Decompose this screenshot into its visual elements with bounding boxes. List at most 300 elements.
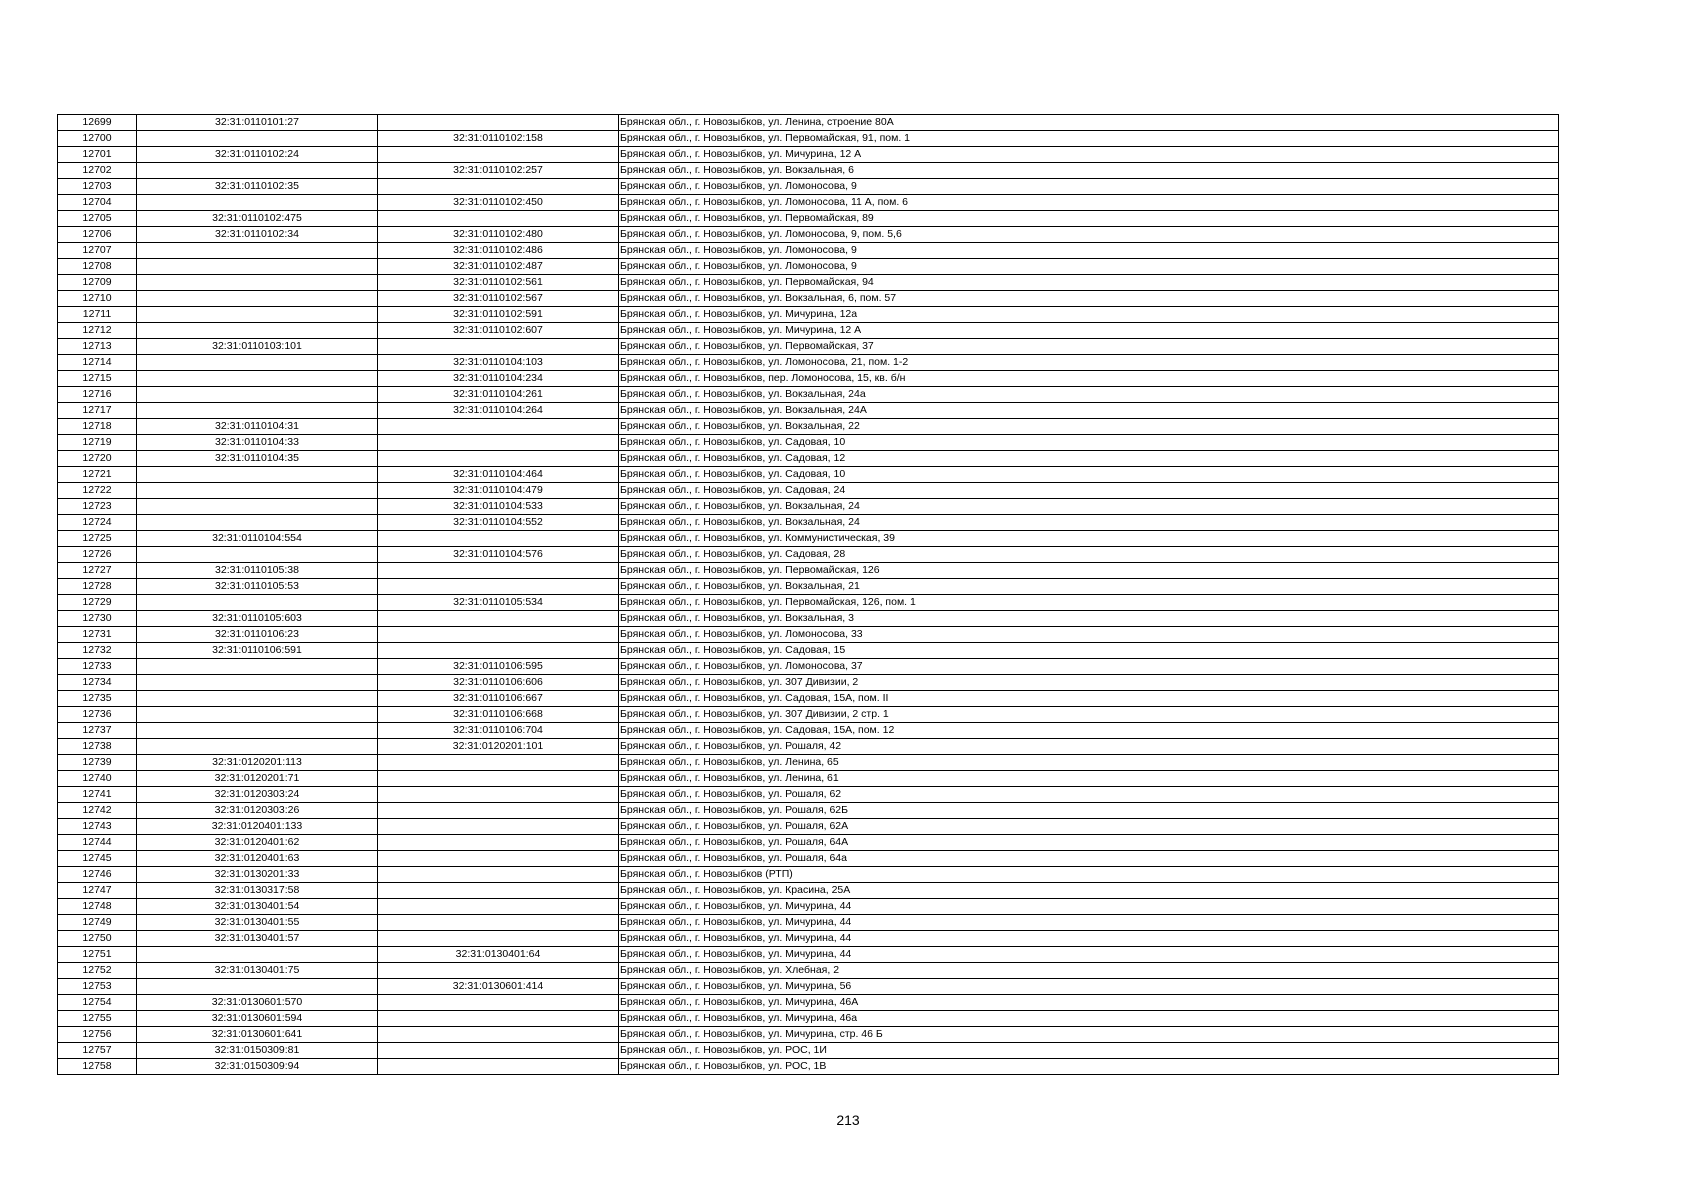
address-cell: Брянская обл., г. Новозыбков, ул. Первомайская, 126, пом. 1 <box>619 595 1559 611</box>
address-cell: Брянская обл., г. Новозыбков, ул. Ленина, 61 <box>619 771 1559 787</box>
address-cell: Брянская обл., г. Новозыбков, ул. Мичурина, 46а <box>619 1011 1559 1027</box>
table-row <box>58 115 1559 131</box>
cadastral-number-cell: 32:31:0150309:81 <box>137 1043 378 1059</box>
cadastral-number-cell <box>137 163 378 179</box>
address-cell: Брянская обл., г. Новозыбков, ул. Ломоносова, 37 <box>619 659 1559 675</box>
row-number-cell: 12725 <box>58 531 137 547</box>
premises-cadastral-number-cell: 32:31:0110106:704 <box>378 723 619 739</box>
cadastral-number-cell <box>137 371 378 387</box>
registry-table <box>57 114 1559 1075</box>
row-number-cell: 12708 <box>58 259 137 275</box>
table-row <box>58 371 1559 387</box>
table-row <box>58 195 1559 211</box>
row-number-cell: 12719 <box>58 435 137 451</box>
premises-cadastral-number-cell <box>378 211 619 227</box>
premises-cadastral-number-cell <box>378 819 619 835</box>
cadastral-number-cell <box>137 979 378 995</box>
table-row <box>58 163 1559 179</box>
row-number-cell: 12739 <box>58 755 137 771</box>
premises-cadastral-number-cell: 32:31:0110102:257 <box>378 163 619 179</box>
row-number-cell: 12714 <box>58 355 137 371</box>
premises-cadastral-number-cell: 32:31:0110102:158 <box>378 131 619 147</box>
row-number-cell: 12709 <box>58 275 137 291</box>
premises-cadastral-number-cell <box>378 531 619 547</box>
premises-cadastral-number-cell <box>378 755 619 771</box>
address-cell: Брянская обл., г. Новозыбков (РТП) <box>619 867 1559 883</box>
cadastral-number-cell <box>137 659 378 675</box>
address-cell: Брянская обл., г. Новозыбков, ул. Мичурина, 44 <box>619 915 1559 931</box>
premises-cadastral-number-cell <box>378 1059 619 1075</box>
premises-cadastral-number-cell: 32:31:0110104:576 <box>378 547 619 563</box>
cadastral-number-cell: 32:31:0130401:55 <box>137 915 378 931</box>
table-row <box>58 355 1559 371</box>
premises-cadastral-number-cell: 32:31:0110104:264 <box>378 403 619 419</box>
address-cell: Брянская обл., г. Новозыбков, ул. Мичурина, 44 <box>619 947 1559 963</box>
row-number-cell: 12718 <box>58 419 137 435</box>
table-row <box>58 1043 1559 1059</box>
cadastral-number-cell: 32:31:0110102:35 <box>137 179 378 195</box>
address-cell: Брянская обл., г. Новозыбков, ул. Мичурина, 44 <box>619 931 1559 947</box>
page-number: 213 <box>836 1112 860 1128</box>
row-number-cell: 12705 <box>58 211 137 227</box>
row-number-cell: 12720 <box>58 451 137 467</box>
row-number-cell: 12700 <box>58 131 137 147</box>
cadastral-number-cell <box>137 259 378 275</box>
cadastral-number-cell: 32:31:0110104:33 <box>137 435 378 451</box>
address-cell: Брянская обл., г. Новозыбков, ул. Вокзальная, 24 <box>619 515 1559 531</box>
cadastral-number-cell <box>137 499 378 515</box>
cadastral-number-cell: 32:31:0110102:475 <box>137 211 378 227</box>
table-row <box>58 899 1559 915</box>
address-cell: Брянская обл., г. Новозыбков, ул. Рошаля, 64а <box>619 851 1559 867</box>
premises-cadastral-number-cell <box>378 579 619 595</box>
table-row <box>58 771 1559 787</box>
premises-cadastral-number-cell <box>378 1043 619 1059</box>
table-row <box>58 627 1559 643</box>
cadastral-number-cell: 32:31:0130601:570 <box>137 995 378 1011</box>
premises-cadastral-number-cell <box>378 147 619 163</box>
row-number-cell: 12713 <box>58 339 137 355</box>
row-number-cell: 12756 <box>58 1027 137 1043</box>
premises-cadastral-number-cell: 32:31:0110102:480 <box>378 227 619 243</box>
cadastral-number-cell <box>137 467 378 483</box>
premises-cadastral-number-cell: 32:31:0120201:101 <box>378 739 619 755</box>
row-number-cell: 12746 <box>58 867 137 883</box>
table-row <box>58 787 1559 803</box>
address-cell: Брянская обл., г. Новозыбков, ул. Рошаля, 62 <box>619 787 1559 803</box>
row-number-cell: 12710 <box>58 291 137 307</box>
address-cell: Брянская обл., г. Новозыбков, ул. Садовая, 12 <box>619 451 1559 467</box>
table-row <box>58 483 1559 499</box>
table-row <box>58 691 1559 707</box>
cadastral-number-cell <box>137 195 378 211</box>
cadastral-number-cell <box>137 291 378 307</box>
table-row <box>58 915 1559 931</box>
address-cell: Брянская обл., г. Новозыбков, ул. Ломоносова, 21, пом. 1-2 <box>619 355 1559 371</box>
table-row <box>58 979 1559 995</box>
row-number-cell: 12731 <box>58 627 137 643</box>
address-cell: Брянская обл., г. Новозыбков, ул. Рошаля, 62А <box>619 819 1559 835</box>
premises-cadastral-number-cell: 32:31:0110104:103 <box>378 355 619 371</box>
address-cell: Брянская обл., г. Новозыбков, ул. Рошаля, 64А <box>619 835 1559 851</box>
row-number-cell: 12743 <box>58 819 137 835</box>
address-cell: Брянская обл., г. Новозыбков, ул. Вокзальная, 24 <box>619 499 1559 515</box>
cadastral-number-cell: 32:31:0130201:33 <box>137 867 378 883</box>
table-row <box>58 179 1559 195</box>
premises-cadastral-number-cell <box>378 451 619 467</box>
row-number-cell: 12722 <box>58 483 137 499</box>
premises-cadastral-number-cell <box>378 627 619 643</box>
address-cell: Брянская обл., г. Новозыбков, ул. Вокзальная, 6 <box>619 163 1559 179</box>
address-cell: Брянская обл., г. Новозыбков, ул. Мичурина, 12 А <box>619 147 1559 163</box>
premises-cadastral-number-cell: 32:31:0110104:479 <box>378 483 619 499</box>
row-number-cell: 12717 <box>58 403 137 419</box>
cadastral-number-cell: 32:31:0130317:58 <box>137 883 378 899</box>
premises-cadastral-number-cell: 32:31:0110106:595 <box>378 659 619 675</box>
premises-cadastral-number-cell <box>378 835 619 851</box>
row-number-cell: 12699 <box>58 115 137 131</box>
premises-cadastral-number-cell: 32:31:0110104:464 <box>378 467 619 483</box>
premises-cadastral-number-cell <box>378 995 619 1011</box>
table-row <box>58 947 1559 963</box>
address-cell: Брянская обл., г. Новозыбков, ул. Рошаля, 42 <box>619 739 1559 755</box>
row-number-cell: 12726 <box>58 547 137 563</box>
address-cell: Брянская обл., г. Новозыбков, ул. Вокзальная, 24А <box>619 403 1559 419</box>
row-number-cell: 12758 <box>58 1059 137 1075</box>
cadastral-number-cell <box>137 131 378 147</box>
row-number-cell: 12735 <box>58 691 137 707</box>
premises-cadastral-number-cell <box>378 643 619 659</box>
table-row <box>58 579 1559 595</box>
address-cell: Брянская обл., г. Новозыбков, ул. Ленина, 65 <box>619 755 1559 771</box>
address-cell: Брянская обл., г. Новозыбков, ул. Садовая, 15 <box>619 643 1559 659</box>
address-cell: Брянская обл., г. Новозыбков, ул. 307 Дивизии, 2 стр. 1 <box>619 707 1559 723</box>
address-cell: Брянская обл., г. Новозыбков, ул. Первомайская, 91, пом. 1 <box>619 131 1559 147</box>
table-row <box>58 419 1559 435</box>
cadastral-number-cell <box>137 483 378 499</box>
table-row <box>58 819 1559 835</box>
address-cell: Брянская обл., г. Новозыбков, ул. Ломоносова, 9, пом. 5,6 <box>619 227 1559 243</box>
premises-cadastral-number-cell: 32:31:0110102:567 <box>378 291 619 307</box>
premises-cadastral-number-cell <box>378 1011 619 1027</box>
address-cell: Брянская обл., г. Новозыбков, ул. Ломоносова, 9 <box>619 179 1559 195</box>
address-cell: Брянская обл., г. Новозыбков, ул. РОС, 1И <box>619 1043 1559 1059</box>
address-cell: Брянская обл., г. Новозыбков, ул. Первомайская, 37 <box>619 339 1559 355</box>
address-cell: Брянская обл., г. Новозыбков, ул. РОС, 1В <box>619 1059 1559 1075</box>
premises-cadastral-number-cell <box>378 419 619 435</box>
address-cell: Брянская обл., г. Новозыбков, ул. Ломоносова, 9 <box>619 243 1559 259</box>
address-cell: Брянская обл., г. Новозыбков, ул. Вокзальная, 6, пом. 57 <box>619 291 1559 307</box>
address-cell: Брянская обл., г. Новозыбков, ул. Садовая, 15А, пом. II <box>619 691 1559 707</box>
row-number-cell: 12715 <box>58 371 137 387</box>
table-row <box>58 595 1559 611</box>
premises-cadastral-number-cell <box>378 1027 619 1043</box>
cadastral-number-cell <box>137 723 378 739</box>
premises-cadastral-number-cell <box>378 787 619 803</box>
cadastral-number-cell <box>137 307 378 323</box>
address-cell: Брянская обл., г. Новозыбков, ул. Ломоносова, 9 <box>619 259 1559 275</box>
cadastral-number-cell <box>137 243 378 259</box>
row-number-cell: 12757 <box>58 1043 137 1059</box>
address-cell: Брянская обл., г. Новозыбков, ул. Мичурина, 46А <box>619 995 1559 1011</box>
row-number-cell: 12733 <box>58 659 137 675</box>
cadastral-number-cell: 32:31:0110106:23 <box>137 627 378 643</box>
premises-cadastral-number-cell: 32:31:0110106:667 <box>378 691 619 707</box>
premises-cadastral-number-cell: 32:31:0110104:234 <box>378 371 619 387</box>
cadastral-number-cell <box>137 547 378 563</box>
table-row <box>58 643 1559 659</box>
table-row <box>58 499 1559 515</box>
cadastral-number-cell <box>137 691 378 707</box>
cadastral-number-cell: 32:31:0110102:34 <box>137 227 378 243</box>
premises-cadastral-number-cell <box>378 883 619 899</box>
row-number-cell: 12707 <box>58 243 137 259</box>
premises-cadastral-number-cell <box>378 435 619 451</box>
row-number-cell: 12750 <box>58 931 137 947</box>
table-row <box>58 323 1559 339</box>
row-number-cell: 12751 <box>58 947 137 963</box>
table-row <box>58 211 1559 227</box>
address-cell: Брянская обл., г. Новозыбков, ул. Ломоносова, 11 А, пом. 6 <box>619 195 1559 211</box>
cadastral-number-cell: 32:31:0120401:63 <box>137 851 378 867</box>
table-row <box>58 563 1559 579</box>
table-row <box>58 515 1559 531</box>
premises-cadastral-number-cell <box>378 867 619 883</box>
table-row <box>58 307 1559 323</box>
row-number-cell: 12752 <box>58 963 137 979</box>
address-cell: Брянская обл., г. Новозыбков, ул. Первомайская, 89 <box>619 211 1559 227</box>
cadastral-number-cell: 32:31:0110104:31 <box>137 419 378 435</box>
table-row <box>58 659 1559 675</box>
row-number-cell: 12748 <box>58 899 137 915</box>
table-row <box>58 707 1559 723</box>
address-cell: Брянская обл., г. Новозыбков, ул. Садовая, 10 <box>619 467 1559 483</box>
row-number-cell: 12747 <box>58 883 137 899</box>
table-row <box>58 931 1559 947</box>
cadastral-number-cell: 32:31:0110104:554 <box>137 531 378 547</box>
cadastral-number-cell: 32:31:0110103:101 <box>137 339 378 355</box>
address-cell: Брянская обл., г. Новозыбков, ул. Мичурина, 12 А <box>619 323 1559 339</box>
table-row <box>58 131 1559 147</box>
table-row <box>58 467 1559 483</box>
row-number-cell: 12749 <box>58 915 137 931</box>
address-cell: Брянская обл., г. Новозыбков, ул. Мичурина, 12а <box>619 307 1559 323</box>
address-cell: Брянская обл., г. Новозыбков, ул. Садовая, 10 <box>619 435 1559 451</box>
premises-cadastral-number-cell: 32:31:0110102:607 <box>378 323 619 339</box>
address-cell: Брянская обл., г. Новозыбков, ул. Хлебная, 2 <box>619 963 1559 979</box>
cadastral-number-cell: 32:31:0130401:57 <box>137 931 378 947</box>
premises-cadastral-number-cell: 32:31:0110102:450 <box>378 195 619 211</box>
cadastral-number-cell <box>137 947 378 963</box>
premises-cadastral-number-cell: 32:31:0130401:64 <box>378 947 619 963</box>
row-number-cell: 12753 <box>58 979 137 995</box>
address-cell: Брянская обл., г. Новозыбков, ул. Ломоносова, 33 <box>619 627 1559 643</box>
table-row <box>58 243 1559 259</box>
premises-cadastral-number-cell: 32:31:0130601:414 <box>378 979 619 995</box>
premises-cadastral-number-cell <box>378 803 619 819</box>
address-cell: Брянская обл., г. Новозыбков, ул. Коммунистическая, 39 <box>619 531 1559 547</box>
table-row <box>58 435 1559 451</box>
cadastral-number-cell: 32:31:0120401:133 <box>137 819 378 835</box>
cadastral-number-cell <box>137 675 378 691</box>
row-number-cell: 12744 <box>58 835 137 851</box>
premises-cadastral-number-cell: 32:31:0110105:534 <box>378 595 619 611</box>
table-row <box>58 739 1559 755</box>
row-number-cell: 12706 <box>58 227 137 243</box>
cadastral-number-cell <box>137 275 378 291</box>
address-cell: Брянская обл., г. Новозыбков, ул. 307 Дивизии, 2 <box>619 675 1559 691</box>
premises-cadastral-number-cell: 32:31:0110102:486 <box>378 243 619 259</box>
row-number-cell: 12755 <box>58 1011 137 1027</box>
row-number-cell: 12711 <box>58 307 137 323</box>
address-cell: Брянская обл., г. Новозыбков, ул. Вокзальная, 24а <box>619 387 1559 403</box>
premises-cadastral-number-cell <box>378 563 619 579</box>
cadastral-number-cell: 32:31:0110106:591 <box>137 643 378 659</box>
cadastral-number-cell: 32:31:0120303:26 <box>137 803 378 819</box>
row-number-cell: 12738 <box>58 739 137 755</box>
row-number-cell: 12701 <box>58 147 137 163</box>
table-row <box>58 963 1559 979</box>
cadastral-number-cell: 32:31:0120303:24 <box>137 787 378 803</box>
address-cell: Брянская обл., г. Новозыбков, ул. Садовая, 28 <box>619 547 1559 563</box>
address-cell: Брянская обл., г. Новозыбков, ул. Первомайская, 94 <box>619 275 1559 291</box>
premises-cadastral-number-cell <box>378 179 619 195</box>
table-row <box>58 675 1559 691</box>
table-row <box>58 1011 1559 1027</box>
premises-cadastral-number-cell: 32:31:0110102:487 <box>378 259 619 275</box>
cadastral-number-cell <box>137 515 378 531</box>
row-number-cell: 12740 <box>58 771 137 787</box>
address-cell: Брянская обл., г. Новозыбков, ул. Садовая, 24 <box>619 483 1559 499</box>
cadastral-number-cell: 32:31:0130401:75 <box>137 963 378 979</box>
row-number-cell: 12732 <box>58 643 137 659</box>
cadastral-number-cell <box>137 323 378 339</box>
table-row <box>58 291 1559 307</box>
cadastral-number-cell <box>137 403 378 419</box>
premises-cadastral-number-cell <box>378 931 619 947</box>
table-row <box>58 995 1559 1011</box>
row-number-cell: 12745 <box>58 851 137 867</box>
cadastral-number-cell: 32:31:0120201:113 <box>137 755 378 771</box>
premises-cadastral-number-cell <box>378 899 619 915</box>
table-row <box>58 755 1559 771</box>
address-cell: Брянская обл., г. Новозыбков, пер. Ломоносова, 15, кв. б/н <box>619 371 1559 387</box>
premises-cadastral-number-cell <box>378 115 619 131</box>
table-row <box>58 147 1559 163</box>
row-number-cell: 12754 <box>58 995 137 1011</box>
premises-cadastral-number-cell: 32:31:0110104:533 <box>378 499 619 515</box>
cadastral-number-cell: 32:31:0130601:594 <box>137 1011 378 1027</box>
table-row <box>58 259 1559 275</box>
table-row <box>58 803 1559 819</box>
address-cell: Брянская обл., г. Новозыбков, ул. Ленина, строение 80А <box>619 115 1559 131</box>
cadastral-number-cell: 32:31:0110102:24 <box>137 147 378 163</box>
cadastral-number-cell <box>137 595 378 611</box>
row-number-cell: 12703 <box>58 179 137 195</box>
cadastral-number-cell: 32:31:0110104:35 <box>137 451 378 467</box>
table-row <box>58 1059 1559 1075</box>
row-number-cell: 12724 <box>58 515 137 531</box>
cadastral-number-cell: 32:31:0120401:62 <box>137 835 378 851</box>
premises-cadastral-number-cell: 32:31:0110102:591 <box>378 307 619 323</box>
table-row <box>58 339 1559 355</box>
address-cell: Брянская обл., г. Новозыбков, ул. Вокзальная, 21 <box>619 579 1559 595</box>
row-number-cell: 12727 <box>58 563 137 579</box>
table-row <box>58 867 1559 883</box>
row-number-cell: 12737 <box>58 723 137 739</box>
row-number-cell: 12716 <box>58 387 137 403</box>
premises-cadastral-number-cell: 32:31:0110102:561 <box>378 275 619 291</box>
premises-cadastral-number-cell: 32:31:0110104:261 <box>378 387 619 403</box>
table-row <box>58 1027 1559 1043</box>
cadastral-number-cell <box>137 739 378 755</box>
cadastral-number-cell: 32:31:0110101:27 <box>137 115 378 131</box>
row-number-cell: 12734 <box>58 675 137 691</box>
table-row <box>58 547 1559 563</box>
premises-cadastral-number-cell: 32:31:0110104:552 <box>378 515 619 531</box>
address-cell: Брянская обл., г. Новозыбков, ул. Вокзальная, 22 <box>619 419 1559 435</box>
cadastral-number-cell: 32:31:0130601:641 <box>137 1027 378 1043</box>
address-cell: Брянская обл., г. Новозыбков, ул. Первомайская, 126 <box>619 563 1559 579</box>
cadastral-number-cell <box>137 387 378 403</box>
row-number-cell: 12704 <box>58 195 137 211</box>
table-row <box>58 883 1559 899</box>
table-row <box>58 851 1559 867</box>
row-number-cell: 12741 <box>58 787 137 803</box>
address-cell: Брянская обл., г. Новозыбков, ул. Мичурина, 56 <box>619 979 1559 995</box>
row-number-cell: 12730 <box>58 611 137 627</box>
cadastral-number-cell: 32:31:0110105:603 <box>137 611 378 627</box>
cadastral-number-cell: 32:31:0120201:71 <box>137 771 378 787</box>
table-row <box>58 275 1559 291</box>
table-row <box>58 451 1559 467</box>
premises-cadastral-number-cell <box>378 851 619 867</box>
cadastral-number-cell: 32:31:0150309:94 <box>137 1059 378 1075</box>
table-row <box>58 531 1559 547</box>
address-cell: Брянская обл., г. Новозыбков, ул. Садовая, 15А, пом. 12 <box>619 723 1559 739</box>
table-row <box>58 835 1559 851</box>
row-number-cell: 12702 <box>58 163 137 179</box>
row-number-cell: 12712 <box>58 323 137 339</box>
cadastral-number-cell: 32:31:0130401:54 <box>137 899 378 915</box>
cadastral-number-cell <box>137 707 378 723</box>
address-cell: Брянская обл., г. Новозыбков, ул. Мичурина, стр. 46 Б <box>619 1027 1559 1043</box>
address-cell: Брянская обл., г. Новозыбков, ул. Рошаля, 62Б <box>619 803 1559 819</box>
premises-cadastral-number-cell <box>378 915 619 931</box>
address-cell: Брянская обл., г. Новозыбков, ул. Вокзальная, 3 <box>619 611 1559 627</box>
table-row <box>58 723 1559 739</box>
address-cell: Брянская обл., г. Новозыбков, ул. Красина, 25А <box>619 883 1559 899</box>
premises-cadastral-number-cell <box>378 339 619 355</box>
table-row <box>58 387 1559 403</box>
table-row <box>58 611 1559 627</box>
row-number-cell: 12742 <box>58 803 137 819</box>
row-number-cell: 12721 <box>58 467 137 483</box>
premises-cadastral-number-cell: 32:31:0110106:668 <box>378 707 619 723</box>
cadastral-number-cell <box>137 355 378 371</box>
row-number-cell: 12729 <box>58 595 137 611</box>
row-number-cell: 12728 <box>58 579 137 595</box>
row-number-cell: 12736 <box>58 707 137 723</box>
premises-cadastral-number-cell <box>378 611 619 627</box>
table-body <box>58 115 1559 1075</box>
address-cell: Брянская обл., г. Новозыбков, ул. Мичурина, 44 <box>619 899 1559 915</box>
premises-cadastral-number-cell: 32:31:0110106:606 <box>378 675 619 691</box>
cadastral-number-cell: 32:31:0110105:38 <box>137 563 378 579</box>
premises-cadastral-number-cell <box>378 771 619 787</box>
premises-cadastral-number-cell <box>378 963 619 979</box>
row-number-cell: 12723 <box>58 499 137 515</box>
